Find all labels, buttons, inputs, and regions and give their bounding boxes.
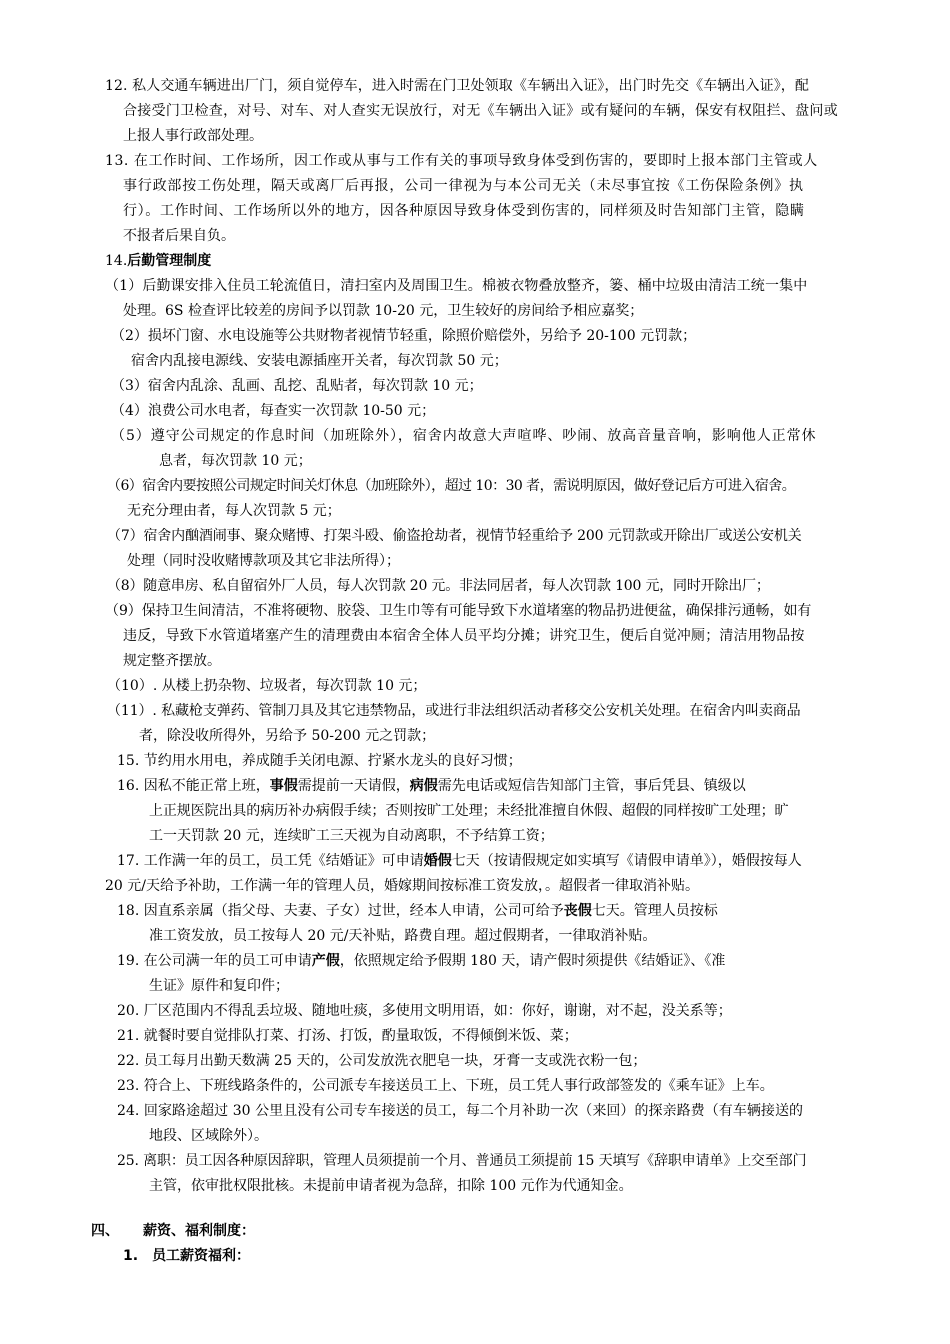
item-19-text-a: 19. 在公司满一年的员工可申请 [117, 953, 312, 969]
rule-10: （10）. 从楼上扔杂物、垃圾者，每次罚款 10 元； [107, 678, 427, 694]
item-17-text-b: 七天（按请假规定如实填写《请假申请单》），婚假按每人 [451, 853, 802, 869]
section-4-number: 四、 [91, 1223, 119, 1239]
rule-7-line-1: （7）宿舍内酗酒闹事、聚众赌博、打架斗殴、偷盗抢劫者，视情节轻重给予 200 元罚款或开除出厂或送公安机关 [107, 528, 802, 544]
rule-1-line-1: （1）后勤课安排入住员工轮流值日，清扫室内及周围卫生。棉被衣物叠放整齐，篓、桶中垃圾由清洁工统一集中 [105, 278, 808, 294]
item-13-line-1: 13. 在工作时间、工作场所，因工作或从事与工作有关的事项导致身体受到伤害的，要即时上报本部门主管或人 [105, 153, 818, 169]
rule-2-line-1: （2）损坏门窗、水电设施等公共财物者视情节轻重，除照价赔偿外，另给予 20-100 元罚款； [111, 328, 697, 344]
item-19-line-2: 生证》原件和复印件； [149, 978, 289, 994]
item-12-line-1: 12. 私人交通车辆进出厂门，须自觉停车，进入时需在门卫处领取《车辆出入证》，出门时先交《车辆出入证》，配 [105, 78, 810, 94]
item-16-line-3: 工一天罚款 20 元，连续旷工三天视为自动离职，不予结算工资； [149, 828, 554, 844]
item-20: 20. 厂区范围内不得乱丢垃圾、随地吐痰，多使用文明用语，如：你好，谢谢，对不起，没关系等； [117, 1003, 732, 1019]
item-17-line-2: 20 元/天给予补助，工作满一年的管理人员，婚嫁期间按标准工资发放，。超假者一律取消补贴。 [105, 878, 699, 894]
rule-11-line-1: （11）. 私藏枪支弹药、管制刀具及其它违禁物品，或进行非法组织活动者移交公安机关处理。在宿舍内叫卖商品 [107, 703, 801, 719]
rule-11-line-2: 者，除没收所得外，另给予 50-200 元之罚款； [139, 728, 436, 744]
rule-8: （8）随意串房、私自留宿外厂人员，每人次罚款 20 元。非法同居者，每人次罚款 100 元，同时开除出厂； [107, 578, 770, 594]
rule-4: （4）浪费公司水电者，每查实一次罚款 10-50 元； [111, 403, 436, 419]
rule-7-line-2: 处理（同时没收赌博款项及其它非法所得）； [127, 553, 400, 569]
maternity-leave-term: 产假 [311, 953, 340, 969]
item-23: 23. 符合上、下班线路条件的，公司派专车接送员工上、下班，员工凭人事行政部签发的《乘车证》上车。 [117, 1078, 774, 1094]
rule-9-line-3: 规定整齐摆放。 [123, 653, 221, 669]
marriage-leave-term: 婚假 [423, 853, 452, 869]
rule-5-line-2: 息者，每次罚款 10 元； [159, 453, 312, 469]
item-25-line-2: 主管，依审批权限批核。未提前申请者视为急辞，扣除 100 元作为代通知金。 [149, 1178, 633, 1194]
section-4-heading [91, 1221, 255, 1241]
item-13-line-4: 不报者后果自负。 [123, 228, 235, 244]
item-16-text-c: 需先电话或短信告知部门主管，事后凭县、镇级以 [437, 778, 746, 794]
rule-3: （3）宿舍内乱涂、乱画、乱挖、乱贴者，每次罚款 10 元； [111, 378, 483, 394]
item-14-title: 后勤管理制度 [127, 253, 212, 269]
bereavement-leave-term: 丧假 [563, 903, 592, 919]
rule-9-line-1: （9）保持卫生间清洁，不准将硬物、胶袋、卫生巾等有可能导致下水道堵塞的物品扔进便盆，确保排污通畅，如有 [105, 603, 812, 619]
rule-2-line-2: 宿舍内乱接电源线、安装电源插座开关者，每次罚款 50 元； [131, 353, 508, 369]
item-24-line-1: 24. 回家路途超过 30 公里且没有公司专车接送的员工，每二个月补助一次（来回）的探亲路费（有车辆接送的 [117, 1103, 804, 1119]
item-12-line-3: 上报人事行政部处理。 [123, 128, 263, 144]
section-4-1-number: 1. [123, 1248, 139, 1264]
personal-leave-term: 事假 [269, 778, 298, 794]
item-21: 21. 就餐时要自觉排队打菜、打汤、打饭，酌量取饭，不得倾倒米饭、菜； [117, 1028, 578, 1044]
rule-6-line-1: （6）宿舍内要按照公司规定时间关灯休息（加班除外），超过 10：30 者，需说明原因，做好登记后方可进入宿舍。 [107, 478, 796, 494]
rule-1-line-2: 处理。6S 检查评比较差的房间予以罚款 10-20 元，卫生较好的房间给予相应嘉奖； [123, 303, 644, 319]
section-4-title: 薪资、福利制度： [143, 1223, 255, 1239]
item-12-line-2: 合接受门卫检查，对号、对车、对人查实无误放行，对无《车辆出入证》或有疑问的车辆，保安有权阻拦、盘问或 [123, 103, 838, 119]
item-19-line-1 [117, 951, 725, 971]
item-13-line-3: 行）。工作时间、工作场所以外的地方，因各种原因导致身体受到伤害的，同样须及时告知部门主管，隐瞒 [123, 203, 805, 219]
item-13-line-2: 事行政部按工伤处理，隔天或离厂后再报，公司一律视为与本公司无关（未尽事宜按《工伤保险条例》执 [123, 178, 804, 194]
item-18-line-1 [117, 901, 718, 921]
item-18-text-a: 18. 因直系亲属（指父母、夫妻、子女）过世，经本人申请，公司可给予 [117, 903, 564, 919]
rule-5-line-1: （5）遵守公司规定的作息时间（加班除外），宿舍内故意大声喧哗、吵闹、放高音量音响，影响他人正常休 [111, 428, 817, 444]
rule-6-line-2: 无充分理由者，每人次罚款 5 元； [127, 503, 341, 519]
item-16-line-2: 上正规医院出具的病历补办病假手续；否则按旷工处理；未经批准擅自休假、超假的同样按旷工处理；旷 [149, 803, 789, 819]
item-15: 15. 节约用水用电，养成随手关闭电源、拧紧水龙头的良好习惯； [117, 753, 522, 769]
item-18-text-b: 七天。管理人员按标 [591, 903, 718, 919]
item-18-line-2: 准工资发放，员工按每人 20 元/天补贴，路费自理。超过假期者，一律取消补贴。 [149, 928, 657, 944]
item-17-text-a: 17. 工作满一年的员工，员工凭《结婚证》可申请 [117, 853, 424, 869]
item-14-number: 14. [105, 253, 128, 269]
item-22: 22. 员工每月出勤天数满 25 天的，公司发放洗衣肥皂一块，牙膏一支或洗衣粉一包； [117, 1053, 647, 1069]
rule-9-line-2: 违反，导致下水管道堵塞产生的清理费由本宿舍全体人员平均分摊；讲究卫生，便后自觉冲厕；清洁用物品按 [123, 628, 805, 644]
item-24-line-2: 地段、区域除外）。 [149, 1128, 268, 1144]
item-19-text-b: ，依照规定给予假期 180 天，请产假时须提供《结婚证》、《准 [339, 953, 726, 969]
sick-leave-term: 病假 [409, 778, 438, 794]
section-4-1-heading [123, 1246, 250, 1266]
item-16-text-b: 需提前一天请假， [297, 778, 410, 794]
item-25-line-1: 25. 离职：员工因各种原因辞职，管理人员须提前一个月、普通员工须提前 15 天填写《辞职申请单》上交至部门 [117, 1153, 807, 1169]
item-16-line-1 [117, 776, 746, 796]
item-14-heading [105, 251, 211, 271]
item-17-line-1 [117, 851, 802, 871]
section-4-1-title: 员工薪资福利： [152, 1248, 251, 1264]
item-16-text-a: 16. 因私不能正常上班， [117, 778, 270, 794]
